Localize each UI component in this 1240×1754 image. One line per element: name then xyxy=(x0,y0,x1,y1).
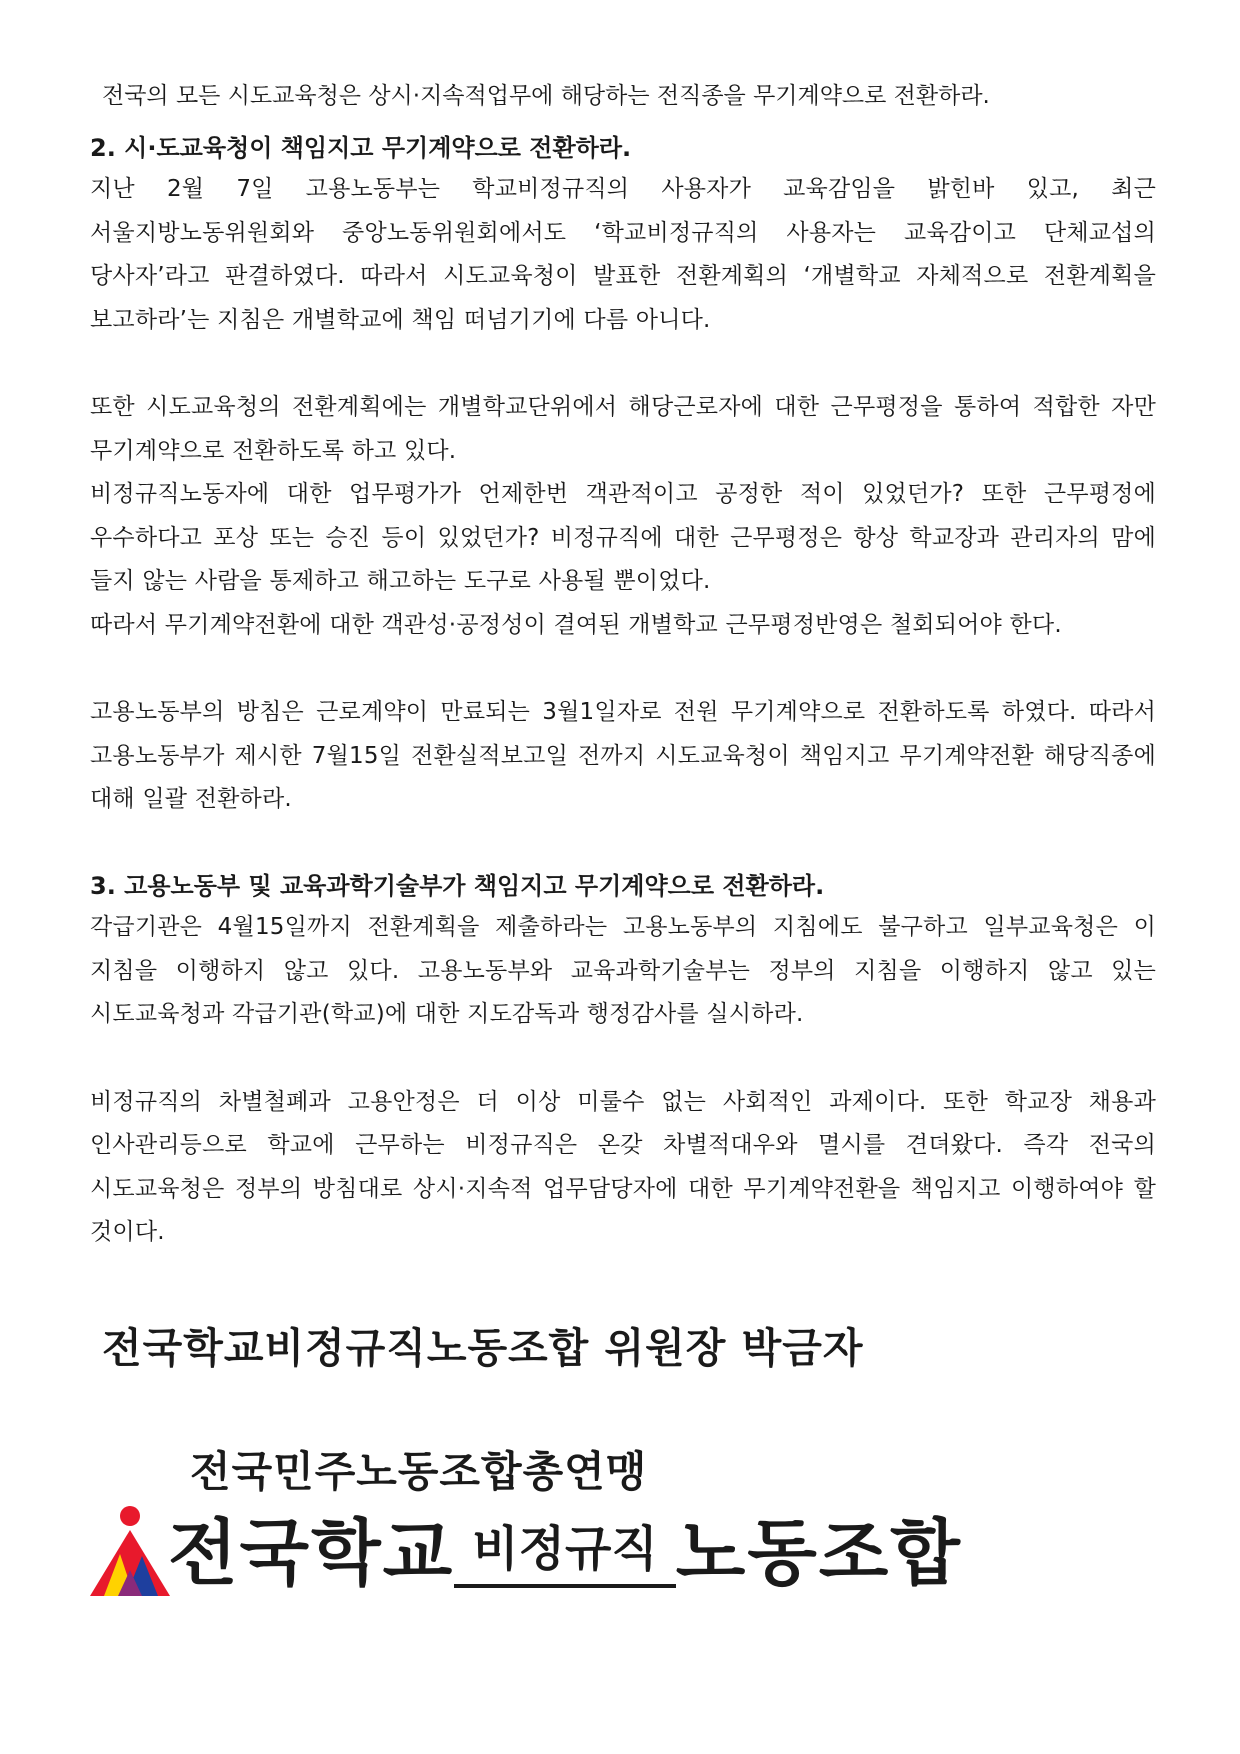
paragraph: 고용노동부의 방침은 근로계약이 만료되는 3월1일자로 전원 무기계약으로 전환하도록 하였다. 따라서 고용노동부가 제시한 7월15일 전환실적보고일 전까지 시도교육청이 책임지고 무기계약전환 해당직종에 대해 일괄 전환하라. xyxy=(90,699,1156,812)
paragraph: 또한 시도교육청의 전환계획에는 개별학교단위에서 해당근로자에 대한 근무평정을 통하여 적합한 자만 무기계약으로 전환하도록 하고 있다. xyxy=(90,394,1156,464)
intro-line: 전국의 모든 시도교육청은 상시·지속적업무에 해당하는 전직종을 무기계약으로 전환하라. xyxy=(102,83,990,109)
paragraph: 따라서 무기계약전환에 대한 객관성·공정성이 결여된 개별학교 근무평정반영은 철회되어야 한다. xyxy=(90,611,1062,638)
section-3-heading: 3. 고용노동부 및 교육과학기술부가 책임지고 무기계약으로 전환하라. xyxy=(90,872,825,900)
paragraph: 비정규직의 차별철폐과 고용안정은 더 이상 미룰수 없는 사회적인 과제이다. 또한 학교장 채용과 인사관리등으로 학교에 근무하는 비정규직은 온갖 차별적대우와 멸시를 견뎌왔다. 즉각 전국의 시도교육청은 정부의 방침대로 상시·지속적 업무담당자에 대한 무기계약전환을 책임지고 이행하여야 할 것이다. xyxy=(90,1088,1156,1245)
section-3-body xyxy=(90,906,1156,1255)
logo-federation-name: 전국민주노동조합총연맹 xyxy=(190,1447,648,1496)
paragraph: 비정규직노동자에 대한 업무평가가 언제한번 객관적이고 공정한 적이 있었던가? 또한 근무평정에 우수하다고 포상 또는 승진 등이 있었던가? 비정규직에 대한 근무평정은 항상 학교장과 관리자의 맘에 들지 않는 사람을 통제하고 해고하는 도구로 사용될 뿐이었다. xyxy=(90,481,1156,594)
paragraph: 각급기관은 4월15일까지 전환계획을 제출하라는 고용노동부의 지침에도 불구하고 일부교육청은 이 지침을 이행하지 않고 있다. 고용노동부와 교육과학기술부는 정부의 지침을 이행하지 않고 있는 시도교육청과 각급기관(학교)에 대한 지도감독과 행정감사를 실시하라. xyxy=(90,914,1156,1027)
section-2-body xyxy=(90,168,1156,822)
logo-union-name xyxy=(168,1508,962,1598)
logo-word-union: 노동조합 xyxy=(675,1511,962,1595)
signature: 전국학교비정규직노동조합 위원장 박금자 xyxy=(102,1324,864,1372)
section-2-heading: 2. 시·도교육청이 책임지고 무기계약으로 전환하라. xyxy=(90,134,632,162)
union-emblem-icon xyxy=(90,1504,170,1600)
union-logo xyxy=(90,1444,990,1604)
logo-word-nonregular: 비정규직 xyxy=(454,1514,675,1588)
logo-word-school: 전국학교 xyxy=(168,1511,455,1595)
paragraph: 지난 2월 7일 고용노동부는 학교비정규직의 사용자가 교육감임을 밝힌바 있고, 최근 서울지방노동위원회와 중앙노동위원회에서도 ‘학교비정규직의 사용자는 교육감이고 단체교섭의 당사자’라고 판결하였다. 따라서 시도교육청이 발표한 전환계획의 ‘개별학교 자체적으로 전환계획을 보고하라’는 지침은 개별학교에 책임 떠넘기기에 다름 아니다. xyxy=(90,176,1156,333)
